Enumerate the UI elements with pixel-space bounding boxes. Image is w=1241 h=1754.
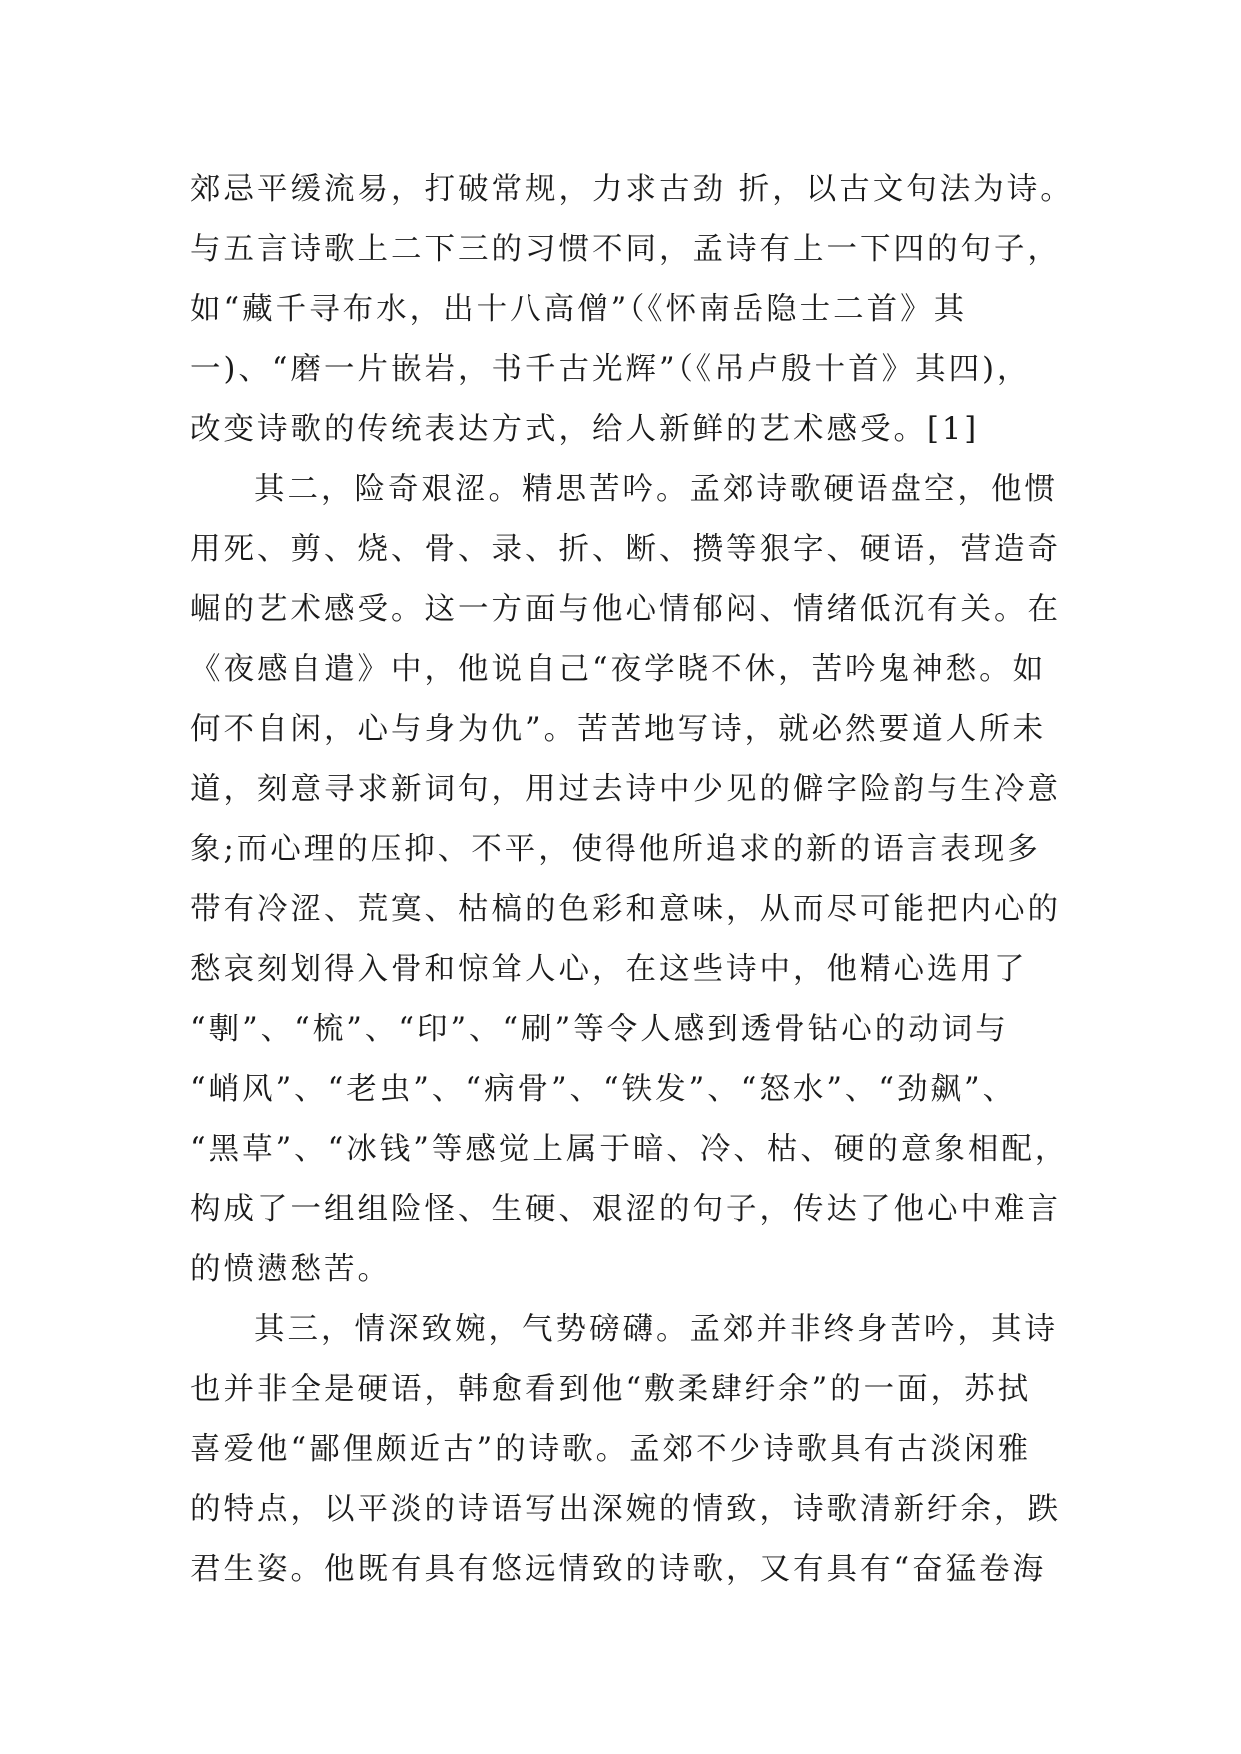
text-line: “黑草”、“冰钱”等感觉上属于暗、冷、枯、硬的意象相配，: [190, 1132, 1069, 1167]
text-line: 《夜感自遣》中，他说自己“夜学晓不休，苦吟鬼神愁。如: [190, 652, 1047, 687]
text-line: 与五言诗歌上二下三的习惯不同，孟诗有上一下四的句子，: [190, 232, 1061, 267]
body-text: [190, 160, 1074, 1600]
text-line: 带有冷涩、荒寞、枯槁的色彩和意味，从而尽可能把内心的: [190, 892, 1061, 927]
text-line: 构成了一组组险怪、生硬、艰涩的句子，传达了他心中难言: [190, 1192, 1061, 1227]
text-line: 的特点，以平淡的诗语写出深婉的情致，诗歌清新纡余，跌: [190, 1492, 1061, 1527]
text-line: 一)、“磨一片嵌岩，书千古光辉”（《吊卢殷十首》其四)，: [190, 352, 1031, 387]
paragraph-start-line: 其二，险奇艰涩。精思苦吟。孟郊诗歌硬语盘空，他惯: [254, 472, 1058, 507]
text-line: 郊忌平缓流易，打破常规，力求古劲 折，以古文句法为诗。: [190, 172, 1074, 207]
text-line: 也并非全是硬语，韩愈看到他“敷柔肆纡余”的一面，苏拭: [190, 1372, 1032, 1407]
paragraph-start-line: 其三，情深致婉，气势磅礴。孟郊并非终身苦吟，其诗: [254, 1312, 1058, 1347]
text-line: 崛的艺术感受。这一方面与他心情郁闷、情绪低沉有关。在: [190, 592, 1061, 627]
text-line: “峭风”、“老虫”、“病骨”、“铁发”、“怒水”、“劲飙”、: [190, 1072, 1017, 1107]
text-line: 道，刻意寻求新词句，用过去诗中少见的僻字险韵与生冷意: [190, 772, 1061, 807]
text-line: “剸”、“梳”、“印”、“刷”等令人感到透骨钻心的动词与: [190, 1012, 1009, 1047]
text-line: 君生姿。他既有具有悠远情致的诗歌，又有具有“奋猛卷海: [190, 1552, 1047, 1587]
text-line: 象;而心理的压抑、不平，使得他所追求的新的语言表现多: [190, 832, 1041, 867]
text-line: 喜爱他“鄙俚颇近古”的诗歌。孟郊不少诗歌具有古淡闲雅: [190, 1432, 1032, 1467]
text-line: 愁哀刻划得入骨和惊耸人心，在这些诗中，他精心选用了: [190, 952, 1028, 987]
text-line: 的愤懑愁苦。: [190, 1252, 391, 1287]
text-line: 如“藏千寻布水，出十八高僧”（《怀南岳隐士二首》其: [190, 292, 968, 327]
text-line: 何不自闲，心与身为仇”。苦苦地写诗，就必然要道人所未: [190, 712, 1047, 747]
text-line: 改变诗歌的传统表达方式，给人新鲜的艺术感受。[1]: [190, 412, 980, 447]
text-line: 用死、剪、烧、骨、录、折、断、攒等狠字、硬语，营造奇: [190, 532, 1061, 567]
